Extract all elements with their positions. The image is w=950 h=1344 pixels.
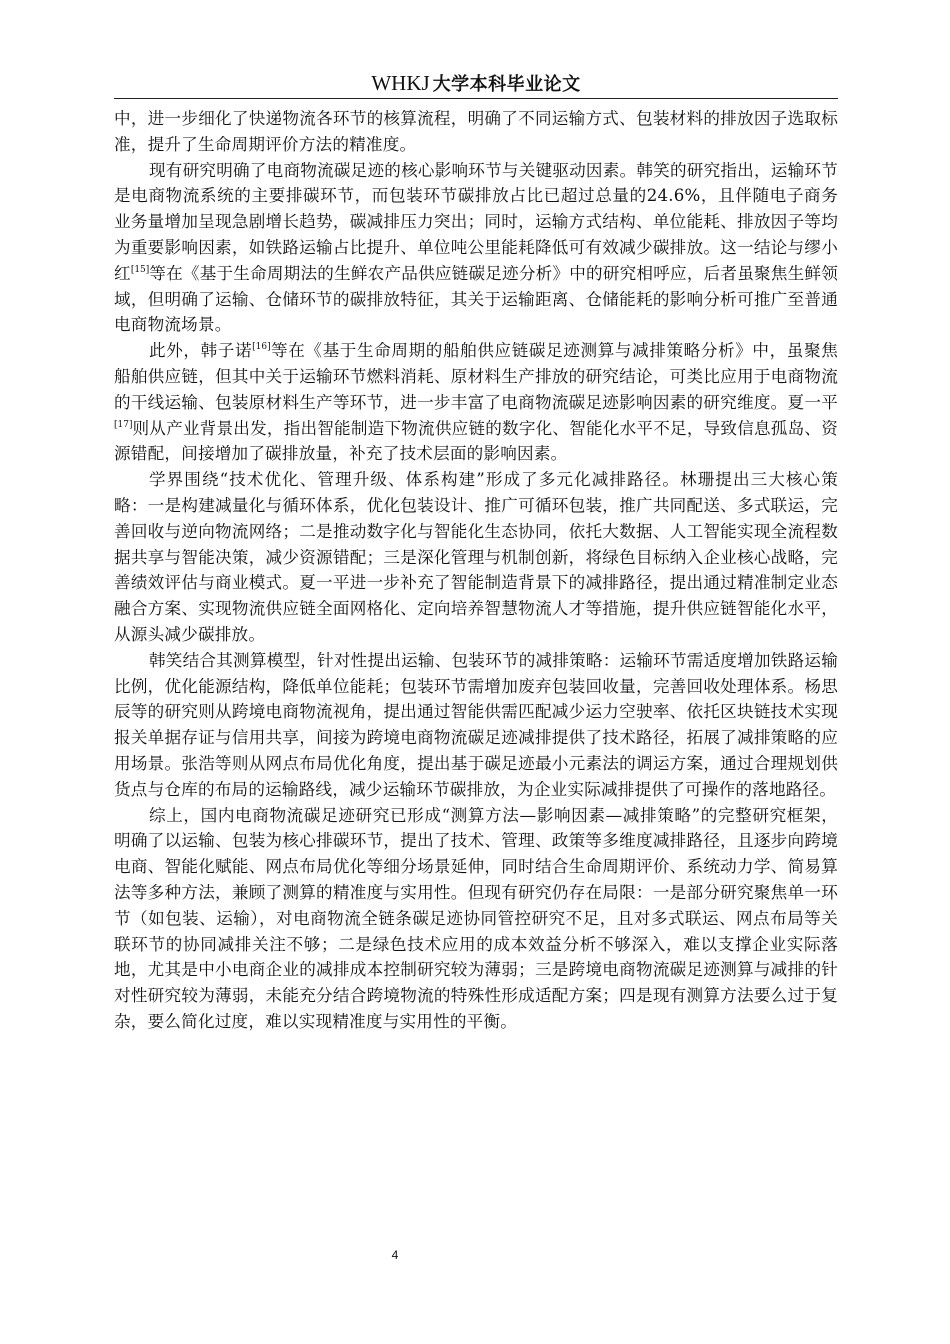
citation-ref: [15] bbox=[130, 264, 150, 275]
header-code: WHKJ bbox=[371, 71, 430, 95]
paragraph-text: 等在《基于生命周期法的生鲜农产品供应链碳足迹分析》中的研究相呼应，后者虽聚焦生鲜领域，但明确了运输、仓储环节的碳排放特征，其关于运输距离、仓储能耗的影响分析可推广至普通电商物流场景。 bbox=[114, 263, 839, 335]
paragraph-text: 则从产业背景出发，指出智能制造下物流供应链的数字化、智能化水平不足，导致信息孤岛、资源错配，间接增加了碳排放量，补充了技术层面的影响因素。 bbox=[114, 418, 838, 464]
paragraph bbox=[114, 106, 838, 158]
paragraph bbox=[114, 467, 838, 648]
page-header bbox=[114, 70, 838, 98]
header-title: 大学本科毕业论文 bbox=[432, 74, 581, 95]
page-number: 4 bbox=[391, 1248, 399, 1262]
citation-ref: [17] bbox=[114, 419, 133, 430]
paragraph-text: 综上，国内电商物流碳足迹研究已形成“测算方法—影响因素—减排策略”的完整研究框架，明确了以运输、包装为核心排碳环节，提出了技术、管理、政策等多维度减排路径，且逐步向跨境电商、智能化赋能、网点布局优化等细分场景延伸，同时结合生命周期评价、系统动力学、简易算法等多种方法，兼顾了测算的精准度与实用性。但现有研究仍存在局限：一是部分研究聚焦单一环节（如包装、运输），对电商物流全链条碳足迹协同管控研究不足，且对多式联运、网点布局等关联环节的协同减排关注不够；二是绿色技术应用的成本效益分析不够深入，难以支撑企业实际落地，尤其是中小电商企业的减排成本控制研究较为薄弱；三是跨境电商物流碳足迹测算与减排的针对性研究较为薄弱，未能充分结合跨境物流的特殊性形成适配方案；四是现有测算方法要么过于复杂，要么简化过度，难以实现精准度与实用性的平衡。 bbox=[114, 805, 838, 1031]
paragraph-text: 韩笑结合其测算模型，针对性提出运输、包装环节的减排策略：运输环节需适度增加铁路运输比例，优化能源结构，降低单位能耗；包装环节需增加废弃包装回收量，完善回收处理体系。杨思辰等的研究则从跨境电商物流视角，提出通过智能供需匹配减少运力空驶率、依托区块链技术实现报关单据存证与信用共享，间接为跨境电商物流碳足迹减排提供了技术路径，拓展了减排策略的应用场景。张浩等则从网点布局优化角度，提出基于碳足迹最小元素法的调运方案，通过合理规划供货点与仓库的布局的运输路线，减少运输环节碳排放，为企业实际减排提供了可操作的落地路径。 bbox=[114, 650, 838, 799]
paragraph-text: 现有研究明确了电商物流碳足迹的核心影响环节与关键驱动因素。韩笑的研究指出，运输环节是电商物流系统的主要排碳环节，而包装环节碳排放占比已超过总量的24.6%，且伴随电子商务业务量增加呈现急剧增长趋势，碳减排压力突出；同时，运输方式结构、单位能耗、排放因子等均为重要影响因素，如铁路运输占比提升、单位吨公里能耗降低可有效减少碳排放。这一结论与缪小红 bbox=[114, 160, 838, 283]
paragraph-text: 等在《基于生命周期的船舶供应链碳足迹测算与减排策略分析》中，虽聚焦船舶供应链，但其中关于运输环节燃料消耗、原材料生产排放的研究结论，可类比应用于电商物流的干线运输、包装原材料生产等环节，进一步丰富了电商物流碳足迹影响因素的研究维度。夏一平 bbox=[114, 341, 838, 412]
paragraph-text: 学界围绕“技术优化、管理升级、体系构建”形成了多元化减排路径。林珊提出三大核心策略：一是构建减量化与循环体系，优化包装设计、推广可循环包装，推广共同配送、多式联运，完善回收与逆向物流网络；二是推动数字化与智能化生态协同，依托大数据、人工智能实现全流程数据共享与智能决策，减少资源错配；三是深化管理与机制创新，将绿色目标纳入企业核心战略，完善绩效评估与商业模式。夏一平进一步补充了智能制造背景下的减排路径，提出通过精准制定业态融合方案、实现物流供应链全面网格化、定向培养智慧物流人才等措施，提升供应链智能化水平，从源头减少碳排放。 bbox=[114, 470, 838, 644]
body-text bbox=[114, 106, 838, 1035]
paragraph bbox=[114, 648, 838, 803]
header-rule bbox=[114, 98, 838, 99]
paragraph bbox=[114, 158, 838, 339]
paragraph bbox=[114, 803, 838, 1035]
citation-ref: [16] bbox=[252, 342, 271, 353]
paragraph-text: 中，进一步细化了快递物流各环节的核算流程，明确了不同运输方式、包装材料的排放因子选取标准，提升了生命周期评价方法的精准度。 bbox=[114, 109, 838, 154]
paragraph-text: 此外，韩子诺 bbox=[149, 341, 253, 361]
paragraph bbox=[114, 338, 838, 467]
